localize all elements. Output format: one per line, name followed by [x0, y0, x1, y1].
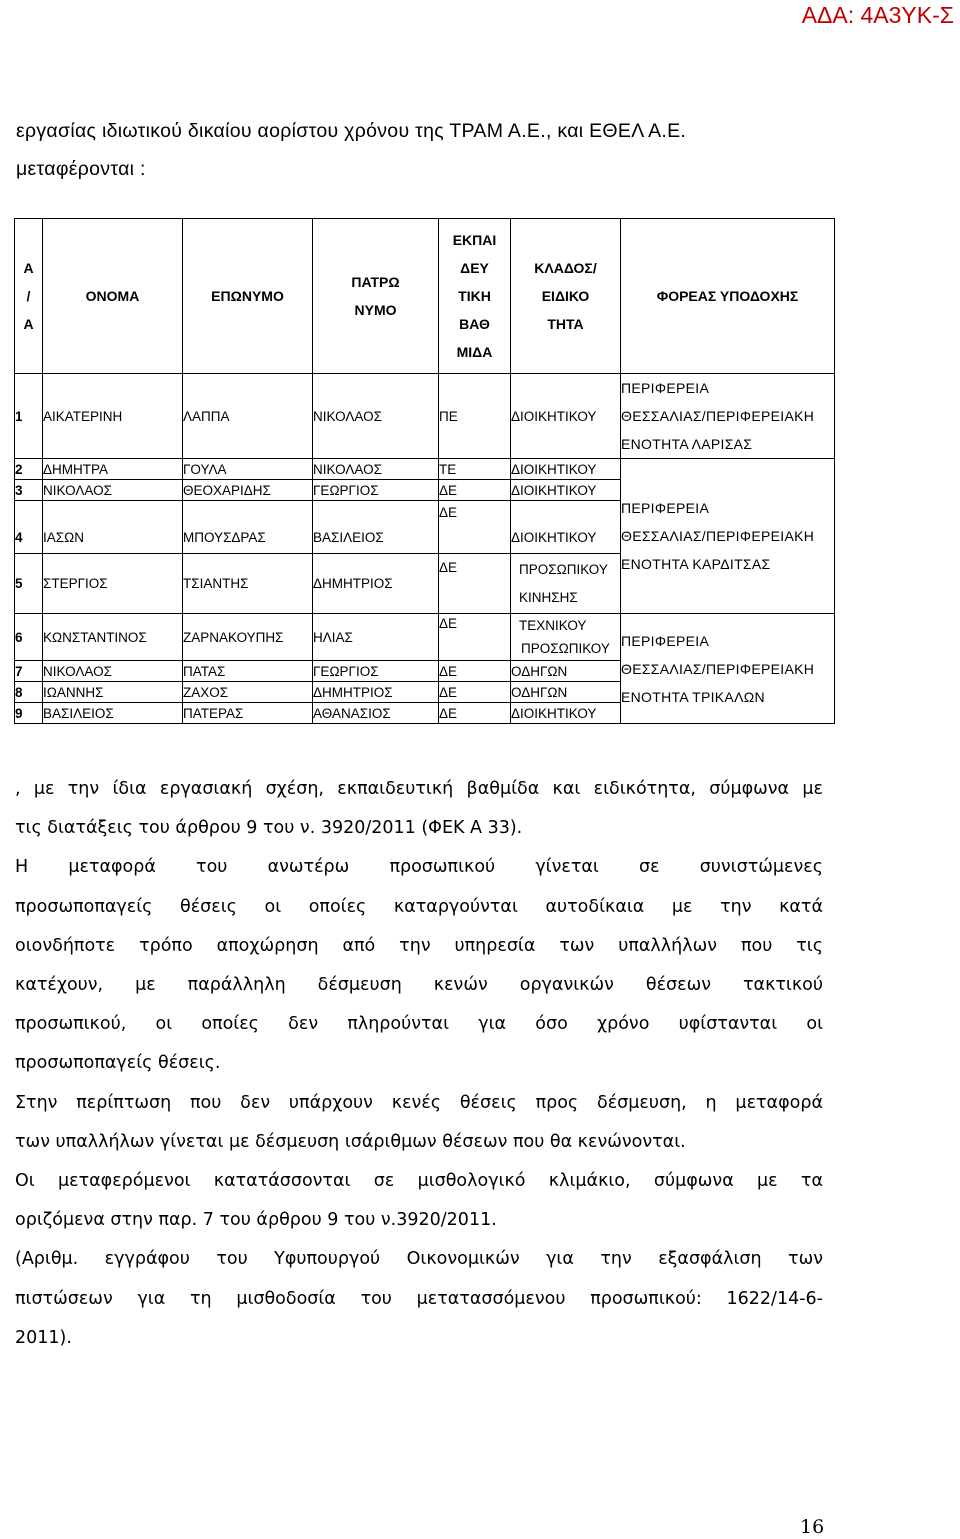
header-eponymo: ΕΠΩΝΥΜΟ [183, 219, 313, 374]
cell-eponymo: ΠΑΤΕΡΑΣ [183, 703, 313, 724]
header-onoma: ΟΝΟΜΑ [43, 219, 183, 374]
cell-onoma: ΙΑΣΩΝ [43, 501, 183, 554]
cell-vathmida: ΔΕ [439, 480, 511, 501]
cell-eponymo: ΛΑΠΠΑ [183, 374, 313, 459]
cell-foreas-trikala: ΠΕΡΙΦΕΡΕΙΑ ΘΕΣΣΑΛΙΑΣ/ΠΕΡΙΦΕΡΕΙΑΚΗ ΕΝΟΤΗΤΑ ΤΡΙΚΑΛΩΝ [621, 614, 835, 724]
header-foreas: ΦΟΡΕΑΣ ΥΠΟΔΟΧΗΣ [621, 219, 835, 374]
paragraph: (Αριθμ. εγγράφου του Υφυπουργού Οικονομικών για την εξασφάλιση των πιστώσεων για τη μισθοδοσία του μετατασσόμενου προσωπικού: 1622/14-6- 2011). [15, 1249, 823, 1348]
cell-vathmida: ΤΕ [439, 459, 511, 480]
cell-vathmida: ΔΕ [439, 614, 511, 661]
cell-patronymo: ΓΕΩΡΓΙΟΣ [313, 661, 439, 682]
cell-vathmida: ΔΕ [439, 703, 511, 724]
cell-onoma: ΝΙΚΟΛΑΟΣ [43, 661, 183, 682]
intro-line: μεταφέρονται : [16, 158, 146, 180]
cell-vathmida: ΔΕ [439, 554, 511, 614]
cell-patronymo: ΑΘΑΝΑΣΙΟΣ [313, 703, 439, 724]
cell-vathmida: ΠΕ [439, 374, 511, 459]
cell-aa: 8 [15, 682, 43, 703]
paragraph: Η μεταφορά του ανωτέρω προσωπικού γίνεται σε συνιστώμενες προσωποπαγείς θέσεις οι οποίες καταργούνται αυτοδίκαια με την κατά οιονδήποτε τρόπο αποχώρηση από την υπηρεσία των υπαλλήλων που τις κατέχουν, με παράλληλη δέσμευση κενών οργανικών θέσεων τακτικού προσωπικού, οι οποίες δεν πληρούνται για όσο χρόνο υφίστανται οι προσωποπαγείς θέσεις. [15, 857, 823, 1074]
cell-patronymo: ΝΙΚΟΛΑΟΣ [313, 459, 439, 480]
cell-onoma: ΑΙΚΑΤΕΡΙΝΗ [43, 374, 183, 459]
cell-eponymo: ΤΣΙΑΝΤΗΣ [183, 554, 313, 614]
cell-vathmida: ΔΕ [439, 661, 511, 682]
table-row [15, 459, 835, 480]
cell-klados: ΔΙΟΙΚΗΤΙΚΟΥ [511, 480, 621, 501]
cell-aa: 3 [15, 480, 43, 501]
cell-eponymo: ΘΕΟΧΑΡΙΔΗΣ [183, 480, 313, 501]
cell-klados: ΔΙΟΙΚΗΤΙΚΟΥ [511, 374, 621, 459]
cell-onoma: ΣΤΕΡΓΙΟΣ [43, 554, 183, 614]
page-number: 16 [800, 1516, 825, 1538]
cell-patronymo: ΓΕΩΡΓΙΟΣ [313, 480, 439, 501]
intro-text [16, 112, 916, 188]
body-text [15, 770, 823, 1358]
cell-onoma: ΚΩΝΣΤΑΝΤΙΝΟΣ [43, 614, 183, 661]
cell-eponymo: ΖΑΧΟΣ [183, 682, 313, 703]
cell-eponymo: ΖΑΡΝΑΚΟΥΠΗΣ [183, 614, 313, 661]
table-row [15, 614, 835, 661]
cell-aa: 9 [15, 703, 43, 724]
header-klados: ΚΛΑΔΟΣ/ ΕΙΔΙΚΟ ΤΗΤΑ [511, 219, 621, 374]
cell-eponymo: ΠΑΤΑΣ [183, 661, 313, 682]
header-aa: Α / Α [15, 219, 43, 374]
intro-line: εργασίας ιδιωτικού δικαίου αορίστου χρόνου της ΤΡΑΜ Α.Ε., και ΕΘΕΛ Α.Ε. [16, 120, 687, 142]
cell-aa: 5 [15, 554, 43, 614]
cell-aa: 4 [15, 501, 43, 554]
cell-vathmida: ΔΕ [439, 682, 511, 703]
cell-eponymo: ΜΠΟΥΣΔΡΑΣ [183, 501, 313, 554]
cell-foreas-larisa: ΠΕΡΙΦΕΡΕΙΑ ΘΕΣΣΑΛΙΑΣ/ΠΕΡΙΦΕΡΕΙΑΚΗ ΕΝΟΤΗΤΑ ΛΑΡΙΣΑΣ [621, 374, 835, 459]
cell-eponymo: ΓΟΥΛΑ [183, 459, 313, 480]
cell-foreas-karditsa: ΠΕΡΙΦΕΡΕΙΑ ΘΕΣΣΑΛΙΑΣ/ΠΕΡΙΦΕΡΕΙΑΚΗ ΕΝΟΤΗΤΑ ΚΑΡΔΙΤΣΑΣ [621, 459, 835, 614]
cell-klados: ΟΔΗΓΩΝ [511, 682, 621, 703]
cell-patronymo: ΒΑΣΙΛΕΙΟΣ [313, 501, 439, 554]
cell-klados: ΠΡΟΣΩΠΙΚΟΥ ΚΙΝΗΣΗΣ [511, 554, 621, 614]
ada-code: ΑΔΑ: 4Α3ΥΚ-Σ [801, 2, 954, 28]
cell-klados: ΟΔΗΓΩΝ [511, 661, 621, 682]
cell-vathmida: ΔΕ [439, 501, 511, 554]
cell-patronymo: ΝΙΚΟΛΑΟΣ [313, 374, 439, 459]
cell-klados: ΔΙΟΙΚΗΤΙΚΟΥ [511, 703, 621, 724]
transfer-table [14, 218, 835, 724]
table-row [15, 374, 835, 459]
cell-onoma: ΒΑΣΙΛΕΙΟΣ [43, 703, 183, 724]
cell-patronymo: ΔΗΜΗΤΡΙΟΣ [313, 554, 439, 614]
cell-patronymo: ΔΗΜΗΤΡΙΟΣ [313, 682, 439, 703]
paragraph: Οι μεταφερόμενοι κατατάσσονται σε μισθολογικό κλιμάκιο, σύμφωνα με τα οριζόμενα στην παρ. 7 του άρθρου 9 του ν.3920/2011. [15, 1171, 823, 1231]
cell-aa: 6 [15, 614, 43, 661]
cell-aa: 7 [15, 661, 43, 682]
cell-onoma: ΝΙΚΟΛΑΟΣ [43, 480, 183, 501]
header-patronymo: ΠΑΤΡΩ ΝΥΜΟ [313, 219, 439, 374]
cell-aa: 2 [15, 459, 43, 480]
header-vathmida: ΕΚΠΑΙ ΔΕΥ ΤΙΚΗ ΒΑΘ ΜΙΔΑ [439, 219, 511, 374]
cell-klados: ΤΕΧΝΙΚΟΥ ΠΡΟΣΩΠΙΚΟΥ [511, 614, 621, 661]
cell-onoma: ΔΗΜΗΤΡΑ [43, 459, 183, 480]
cell-aa: 1 [15, 374, 43, 459]
cell-klados: ΔΙΟΙΚΗΤΙΚΟΥ [511, 459, 621, 480]
cell-patronymo: ΗΛΙΑΣ [313, 614, 439, 661]
paragraph: , με την ίδια εργασιακή σχέση, εκπαιδευτική βαθμίδα και ειδικότητα, σύμφωνα με τις διατάξεις του άρθρου 9 του ν. 3920/2011 (ΦΕΚ Α 33). [15, 779, 823, 839]
table-header-row [15, 219, 835, 374]
cell-onoma: ΙΩΑΝΝΗΣ [43, 682, 183, 703]
cell-klados: ΔΙΟΙΚΗΤΙΚΟΥ [511, 501, 621, 554]
paragraph: Στην περίπτωση που δεν υπάρχουν κενές θέσεις προς δέσμευση, η μεταφορά των υπαλλήλων γίνεται με δέσμευση ισάριθμων θέσεων που θα κενώνονται. [15, 1092, 823, 1152]
